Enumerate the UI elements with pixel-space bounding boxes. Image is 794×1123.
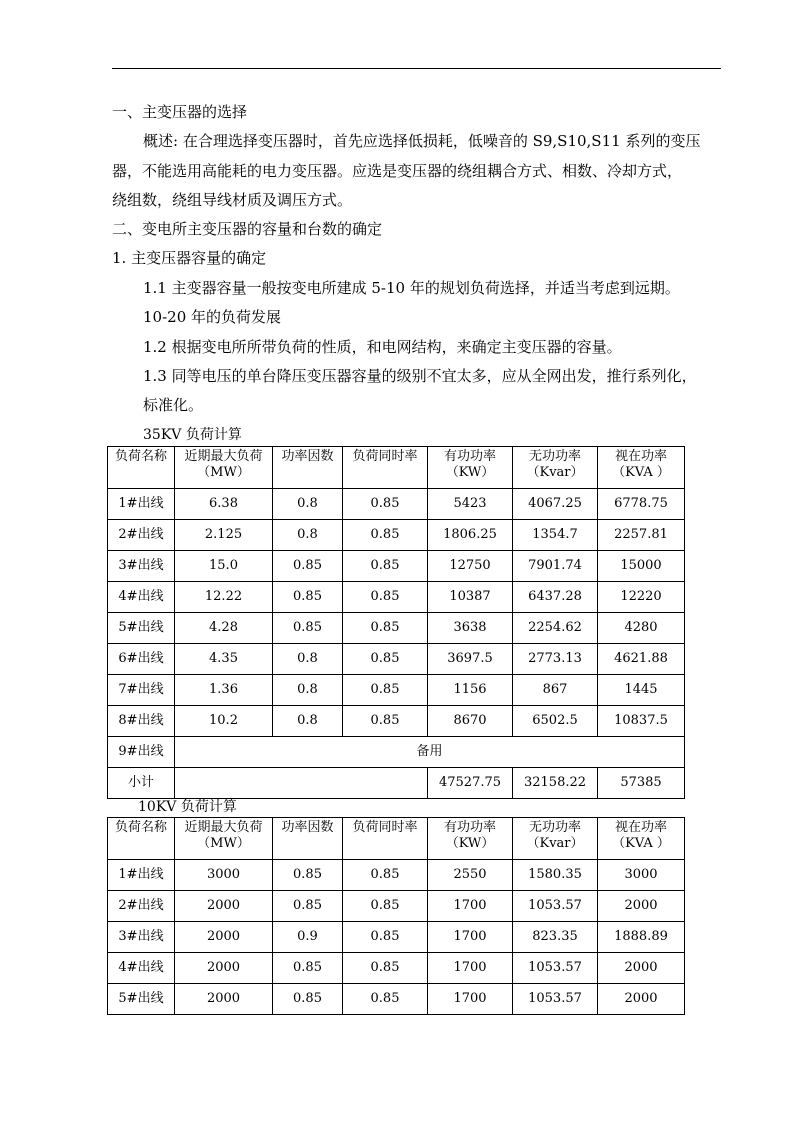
table-row <box>108 860 685 891</box>
load-table-35kv <box>107 446 685 799</box>
value-cell: 2000 <box>175 984 273 1015</box>
value-cell: 6502.5 <box>513 706 598 737</box>
value-cell: 0.85 <box>343 582 428 613</box>
value-cell: 0.85 <box>343 953 428 984</box>
feeder-name-cell: 5#出线 <box>108 613 175 644</box>
value-cell: 10387 <box>428 582 513 613</box>
reserve-row <box>108 737 685 768</box>
value-cell: 2000 <box>598 953 685 984</box>
subtotal-row <box>108 768 685 799</box>
feeder-name-cell: 3#出线 <box>108 551 175 582</box>
table-35kv-caption: 35KV 负荷计算 <box>143 427 242 443</box>
value-cell: 0.85 <box>343 520 428 551</box>
column-header <box>108 818 175 860</box>
value-cell: 0.85 <box>343 706 428 737</box>
value-cell: 0.8 <box>273 675 343 706</box>
feeder-name-cell: 9#出线 <box>108 737 175 768</box>
column-header-label: 近期最大负荷 <box>184 449 263 464</box>
overview-line-2: 器，不能选用高能耗的电力变压器。应选是变压器的绕组耦合方式、相数、冷却方式， <box>112 162 683 180</box>
value-cell: 6778.75 <box>598 489 685 520</box>
table-row <box>108 551 685 582</box>
table-row <box>108 644 685 675</box>
value-cell: 4067.25 <box>513 489 598 520</box>
reserve-cell: 备用 <box>175 737 685 768</box>
clause-1-1-line-1: 1.1 主变器容量一般按变电所建成 5-10 年的规划负荷选择，并适当考虑到远期。 <box>143 279 680 297</box>
column-header-label: 近期最大负荷 <box>184 820 263 835</box>
value-cell: 10837.5 <box>598 706 685 737</box>
column-header <box>598 447 685 489</box>
column-header-unit: （Kvar） <box>526 836 584 851</box>
column-header <box>598 818 685 860</box>
value-cell: 2000 <box>598 891 685 922</box>
value-cell: 15000 <box>598 551 685 582</box>
table-row <box>108 922 685 953</box>
column-header <box>108 447 175 489</box>
value-cell: 6437.28 <box>513 582 598 613</box>
value-cell: 867 <box>513 675 598 706</box>
value-cell: 15.0 <box>175 551 273 582</box>
value-cell: 1806.25 <box>428 520 513 551</box>
value-cell: 12750 <box>428 551 513 582</box>
value-cell: 2254.62 <box>513 613 598 644</box>
heading-transformer-selection: 一、主变压器的选择 <box>112 103 248 121</box>
column-header <box>428 818 513 860</box>
value-cell: 4280 <box>598 613 685 644</box>
value-cell: 1053.57 <box>513 953 598 984</box>
table-10kv-caption: 10KV 负荷计算 <box>138 799 237 815</box>
table-row <box>108 489 685 520</box>
column-header-unit: （Kvar） <box>526 465 584 480</box>
clause-1-3-line-2: 标准化。 <box>143 396 204 414</box>
feeder-name-cell: 4#出线 <box>108 582 175 613</box>
value-cell: 2000 <box>175 922 273 953</box>
column-header-label: 视在功率 <box>614 449 667 464</box>
column-header-unit: （KW） <box>445 836 495 851</box>
value-cell: 1700 <box>428 891 513 922</box>
clause-1-1-line-2: 10-20 年的负荷发展 <box>143 308 282 326</box>
feeder-name-cell: 4#出线 <box>108 953 175 984</box>
value-cell: 10.2 <box>175 706 273 737</box>
value-cell: 0.85 <box>273 860 343 891</box>
subtotal-label-cell: 小计 <box>108 768 175 799</box>
column-header <box>273 447 343 489</box>
column-header <box>343 818 428 860</box>
column-header-label: 功率因数 <box>281 820 334 835</box>
feeder-name-cell: 3#出线 <box>108 922 175 953</box>
table-header-row <box>108 447 685 489</box>
column-header-label: 负荷名称 <box>114 449 167 464</box>
feeder-name-cell: 5#出线 <box>108 984 175 1015</box>
value-cell: 2.125 <box>175 520 273 551</box>
column-header-label: 功率因数 <box>281 449 334 464</box>
value-cell: 823.35 <box>513 922 598 953</box>
feeder-name-cell: 2#出线 <box>108 520 175 551</box>
column-header-label: 无功功率 <box>528 820 581 835</box>
column-header-unit: （MW） <box>197 465 250 480</box>
value-cell: 4621.88 <box>598 644 685 675</box>
value-cell: 0.8 <box>273 520 343 551</box>
column-header <box>343 447 428 489</box>
value-cell: 0.8 <box>273 644 343 675</box>
column-header-label: 视在功率 <box>614 820 667 835</box>
value-cell: 2000 <box>598 984 685 1015</box>
value-cell: 4.28 <box>175 613 273 644</box>
feeder-name-cell: 1#出线 <box>108 860 175 891</box>
load-table-10kv <box>107 817 685 1015</box>
column-header-unit: （MW） <box>197 836 250 851</box>
value-cell: 1700 <box>428 984 513 1015</box>
column-header <box>273 818 343 860</box>
value-cell: 2773.13 <box>513 644 598 675</box>
value-cell: 8670 <box>428 706 513 737</box>
overview-line-1: 概述: 在合理选择变压器时，首先应选择低损耗，低噪音的 S9,S10,S11 系列的变压 <box>143 132 701 150</box>
column-header-label: 负荷名称 <box>114 820 167 835</box>
column-header-unit: （KW） <box>445 465 495 480</box>
feeder-name-cell: 1#出线 <box>108 489 175 520</box>
column-header-unit: （KVA ） <box>612 465 670 480</box>
column-header <box>428 447 513 489</box>
value-cell: 1354.7 <box>513 520 598 551</box>
column-header-label: 负荷同时率 <box>352 820 418 835</box>
value-cell: 3638 <box>428 613 513 644</box>
overview-line-3: 绕组数，绕组导线材质及调压方式。 <box>112 191 353 209</box>
value-cell: 1700 <box>428 953 513 984</box>
value-cell: 0.85 <box>273 891 343 922</box>
value-cell: 12.22 <box>175 582 273 613</box>
value-cell: 0.85 <box>273 984 343 1015</box>
feeder-name-cell: 8#出线 <box>108 706 175 737</box>
value-cell: 0.85 <box>343 675 428 706</box>
subtotal-blank-cell <box>175 768 428 799</box>
value-cell: 0.85 <box>343 551 428 582</box>
value-cell: 0.85 <box>343 613 428 644</box>
value-cell: 0.85 <box>273 953 343 984</box>
column-header-label: 有功功率 <box>443 449 496 464</box>
value-cell: 1156 <box>428 675 513 706</box>
value-cell: 1053.57 <box>513 891 598 922</box>
value-cell: 0.85 <box>273 613 343 644</box>
value-cell: 1700 <box>428 922 513 953</box>
value-cell: 4.35 <box>175 644 273 675</box>
value-cell: 3000 <box>175 860 273 891</box>
table-row <box>108 582 685 613</box>
value-cell: 0.85 <box>343 984 428 1015</box>
value-cell: 6.38 <box>175 489 273 520</box>
table-row <box>108 706 685 737</box>
column-header-label: 无功功率 <box>528 449 581 464</box>
value-cell: 3697.5 <box>428 644 513 675</box>
value-cell: 0.8 <box>273 489 343 520</box>
table-row <box>108 520 685 551</box>
column-header <box>513 818 598 860</box>
table-header-row <box>108 818 685 860</box>
clause-1-3-line-1: 1.3 同等电压的单台降压变压器容量的级别不宜太多，应从全网出发，推行系列化， <box>143 367 697 385</box>
value-cell: 0.85 <box>273 582 343 613</box>
value-cell: 2257.81 <box>598 520 685 551</box>
table-row <box>108 891 685 922</box>
subtotal-value-cell: 57385 <box>598 768 685 799</box>
value-cell: 0.85 <box>343 891 428 922</box>
value-cell: 1888.89 <box>598 922 685 953</box>
value-cell: 2000 <box>175 953 273 984</box>
value-cell: 1445 <box>598 675 685 706</box>
header-rule <box>112 68 721 69</box>
value-cell: 1.36 <box>175 675 273 706</box>
value-cell: 3000 <box>598 860 685 891</box>
value-cell: 0.85 <box>273 551 343 582</box>
feeder-name-cell: 7#出线 <box>108 675 175 706</box>
column-header-label: 负荷同时率 <box>352 449 418 464</box>
value-cell: 12220 <box>598 582 685 613</box>
table-row <box>108 613 685 644</box>
value-cell: 1580.35 <box>513 860 598 891</box>
value-cell: 0.85 <box>343 489 428 520</box>
subtotal-value-cell: 47527.75 <box>428 768 513 799</box>
subtotal-value-cell: 32158.22 <box>513 768 598 799</box>
value-cell: 0.9 <box>273 922 343 953</box>
value-cell: 0.85 <box>343 644 428 675</box>
table-row <box>108 953 685 984</box>
value-cell: 7901.74 <box>513 551 598 582</box>
value-cell: 0.8 <box>273 706 343 737</box>
value-cell: 1053.57 <box>513 984 598 1015</box>
feeder-name-cell: 6#出线 <box>108 644 175 675</box>
column-header <box>513 447 598 489</box>
table-row <box>108 675 685 706</box>
column-header-unit: （KVA ） <box>612 836 670 851</box>
table-row <box>108 984 685 1015</box>
heading-capacity-and-count: 二、变电所主变压器的容量和台数的确定 <box>112 220 383 238</box>
clause-1-2: 1.2 根据变电所所带负荷的性质，和电网结构，来确定主变压器的容量。 <box>143 338 622 356</box>
column-header <box>175 818 273 860</box>
column-header <box>175 447 273 489</box>
item-capacity-determination: 1. 主变压器容量的确定 <box>112 249 267 267</box>
value-cell: 2550 <box>428 860 513 891</box>
value-cell: 0.85 <box>343 922 428 953</box>
column-header-label: 有功功率 <box>443 820 496 835</box>
value-cell: 5423 <box>428 489 513 520</box>
value-cell: 2000 <box>175 891 273 922</box>
value-cell: 0.85 <box>343 860 428 891</box>
feeder-name-cell: 2#出线 <box>108 891 175 922</box>
